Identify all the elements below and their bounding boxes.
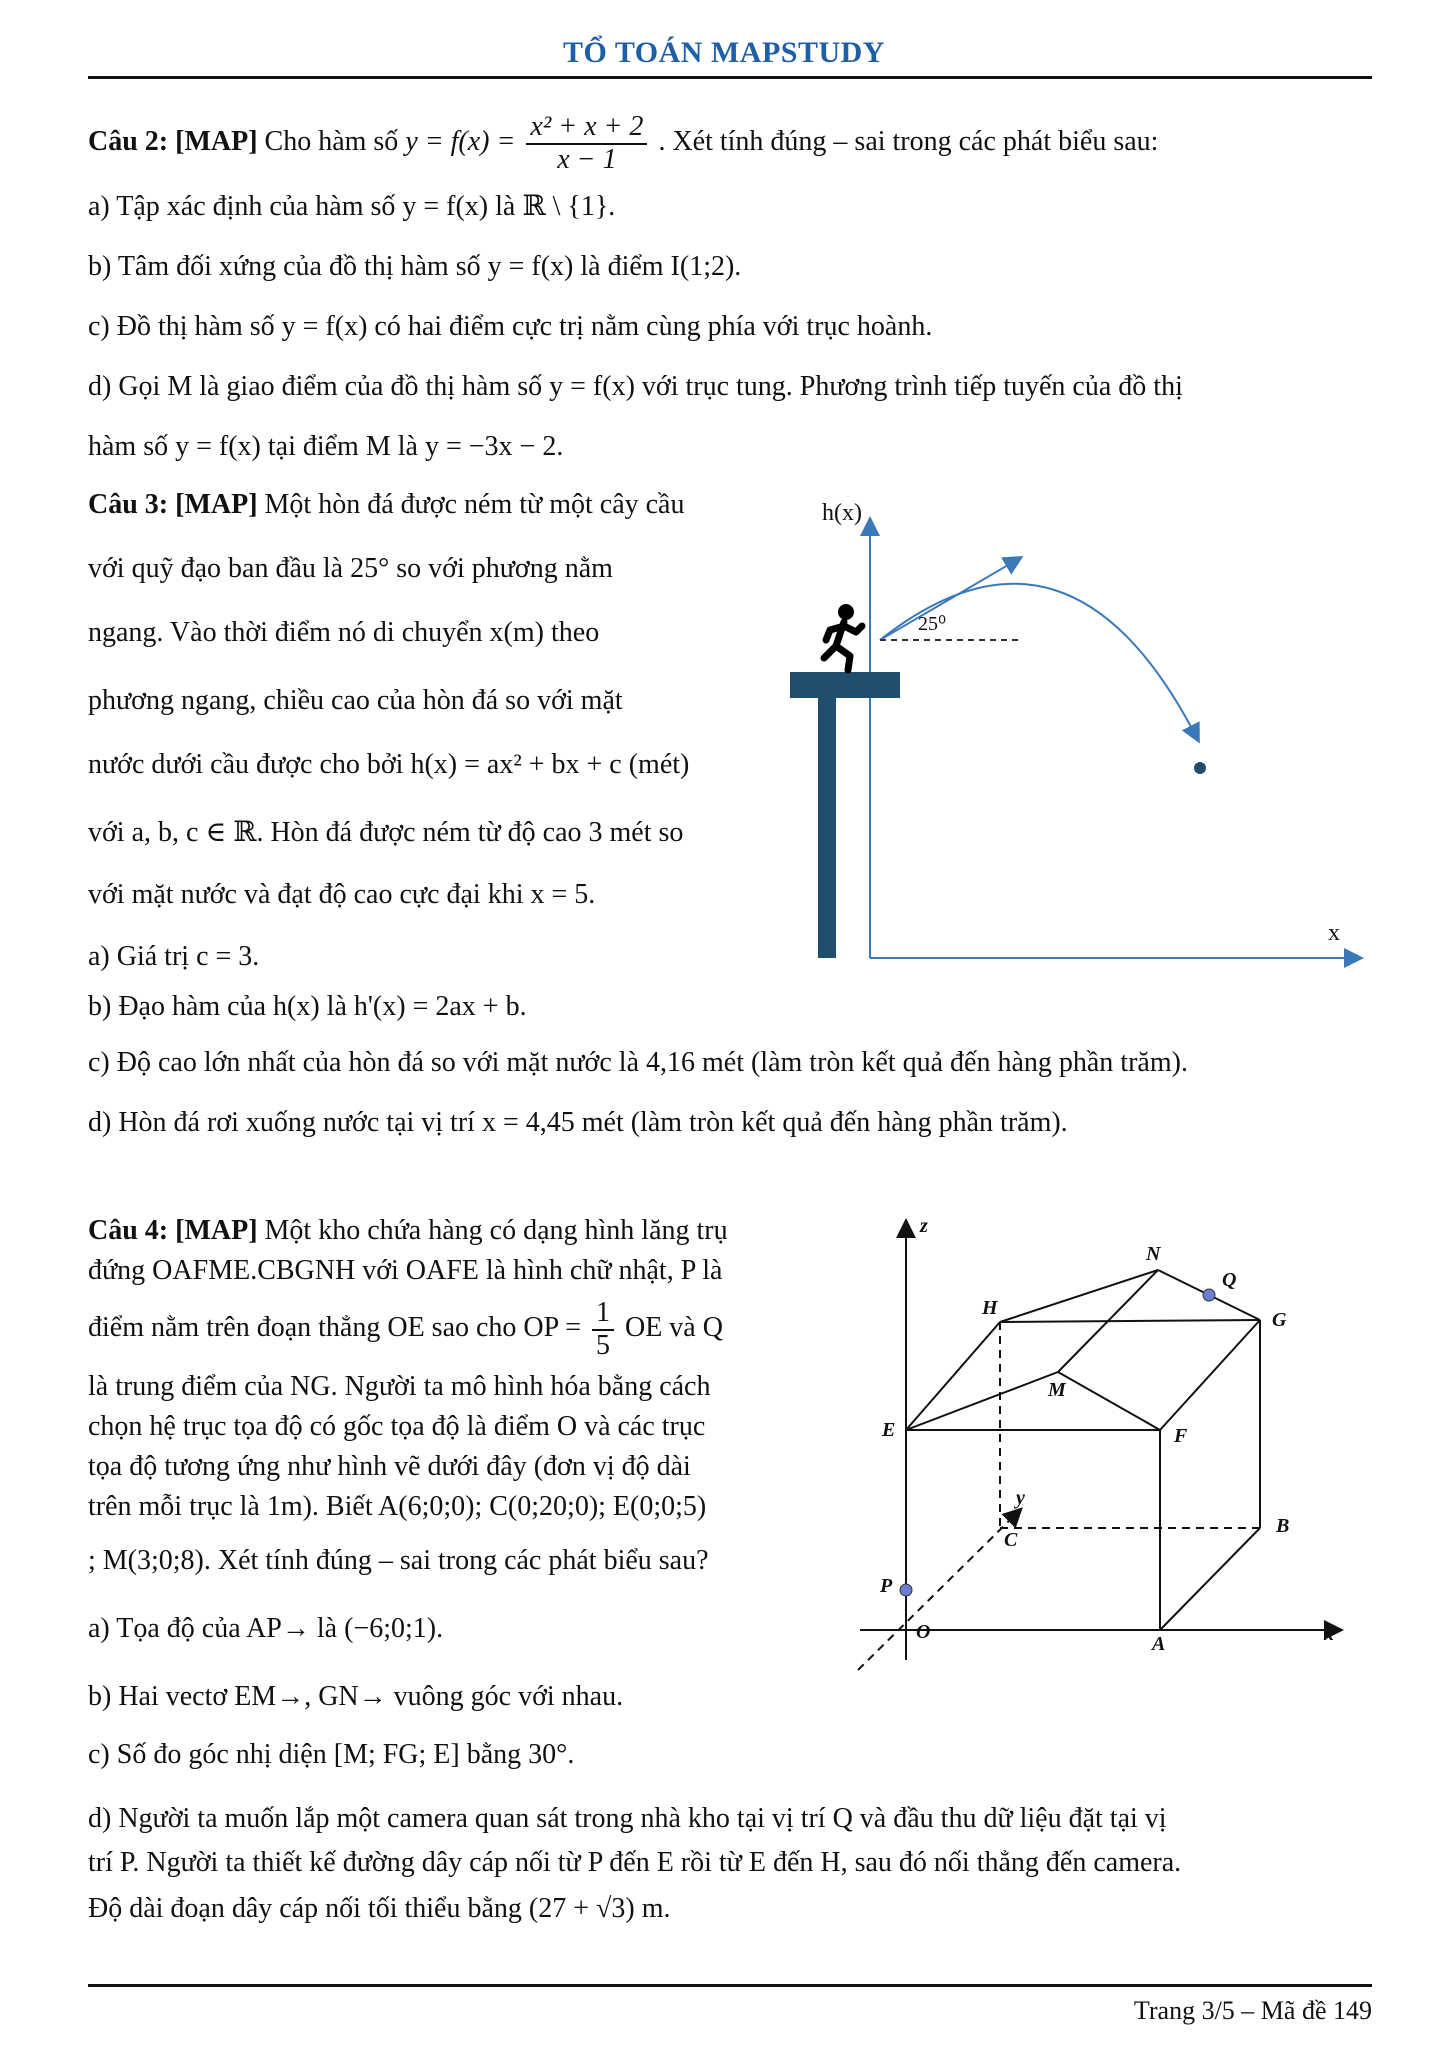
q2-item-c: c) Đồ thị hàm số y = f(x) có hai điểm cực trị nằm cùng phía với trục hoành.: [88, 311, 933, 342]
page-footer: Trang 3/5 – Mã đề 149: [1133, 1996, 1372, 2025]
q2-item-b: b) Tâm đối xứng của đồ thị hàm số y = f(x) là điểm I(1;2).: [88, 251, 742, 282]
q4-line-4: là trung điểm của NG. Người ta mô hình hóa bằng cách: [88, 1371, 711, 1402]
q4-item-c: c) Số đo góc nhị diện [M; FG; E] bằng 30°.: [88, 1739, 575, 1770]
q2-intro-a: Cho hàm số: [264, 126, 399, 158]
q2-label: Câu 2: [MAP]: [88, 126, 258, 158]
q2-numerator: x² + x + 2: [526, 112, 647, 145]
q2-item-a: a) Tập xác định của hàm số y = f(x) là ℝ \ {1}.: [88, 191, 616, 222]
landing-point: [1194, 762, 1206, 774]
q4-prism-figure: [840, 1210, 1370, 1690]
label-z: z: [920, 1215, 928, 1237]
h-axis-label: h(x): [822, 500, 862, 526]
q4-op-post: OE và Q: [624, 1312, 723, 1344]
q4-item-d-line3: Độ dài đoạn dây cáp nối tối thiểu bằng (27 + √3) m.: [88, 1893, 671, 1924]
label-O: O: [916, 1621, 931, 1643]
point-Q: [1203, 1289, 1215, 1301]
x-axis-label: x: [1328, 920, 1340, 946]
label-P: P: [880, 1575, 893, 1597]
q4-line-7: trên mỗi trục là 1m). Biết A(6;0;0); C(0;20;0); E(0;0;5): [88, 1491, 707, 1522]
q4-item-b: b) Hai vectơ EM→, GN→ vuông góc với nhau.: [88, 1681, 624, 1712]
q4-line-3: [88, 1298, 723, 1362]
q4-line-6: tọa độ tương ứng như hình vẽ dưới đây (đơn vị độ dài: [88, 1451, 691, 1482]
q4-label: Câu 4: [MAP]: [88, 1215, 258, 1246]
trajectory-curve: [880, 584, 1198, 740]
page-header-title: TỔ TOÁN MAPSTUDY: [563, 36, 885, 69]
q3-line-2: với quỹ đạo ban đầu là 25° so với phương nằm: [88, 553, 613, 584]
q3-item-a: a) Giá trị c = 3.: [88, 941, 260, 972]
label-M: M: [1048, 1379, 1066, 1401]
q3-line-6: với a, b, c ∈ ℝ. Hòn đá được ném từ độ cao 3 mét so: [88, 817, 684, 848]
q3-line-1-text: Một hòn đá được ném từ một cây cầu: [264, 489, 685, 520]
point-P: [900, 1584, 912, 1596]
label-H: H: [982, 1297, 998, 1319]
q3-line-5: nước dưới cầu được cho bởi h(x) = ax² + bx + c (mét): [88, 749, 690, 780]
label-x: x: [1324, 1623, 1334, 1645]
label-G: G: [1272, 1309, 1287, 1331]
q4-item-d-line1: d) Người ta muốn lắp một camera quan sát trong nhà kho tại vị trí Q và đầu thu dữ liệu đặt tại vị: [88, 1803, 1167, 1834]
q2-denominator: x − 1: [557, 143, 617, 175]
prism-hidden-edges: [1000, 1322, 1260, 1528]
q4-op-den: 5: [595, 1329, 610, 1361]
runner-icon: [824, 604, 862, 670]
q3-line-4: phương ngang, chiều cao của hòn đá so với mặt: [88, 685, 623, 716]
q4-line-8: ; M(3;0;8). Xét tính đúng – sai trong các phát biểu sau?: [88, 1545, 709, 1576]
q4-op-num: 1: [592, 1298, 614, 1331]
q2-intro-b: . Xét tính đúng – sai trong các phát biểu sau:: [658, 126, 1159, 158]
q3-line-1: [88, 488, 684, 522]
label-Q: Q: [1222, 1269, 1237, 1291]
label-A: A: [1152, 1633, 1166, 1655]
q4-line-2: đứng OAFME.CBGNH với OAFE là hình chữ nhật, P là: [88, 1255, 723, 1286]
q3-line-3: ngang. Vào thời điểm nó di chuyển x(m) theo: [88, 617, 600, 648]
q2-fraction: [526, 112, 647, 176]
q3-item-c: c) Độ cao lớn nhất của hòn đá so với mặt nước là 4,16 mét (làm tròn kết quả đến hàng phần trăm).: [88, 1047, 1188, 1078]
q4-line-1: [88, 1214, 728, 1248]
q4-line-1-text: Một kho chứa hàng có dạng hình lăng trụ: [264, 1215, 728, 1246]
q4-line-5: chọn hệ trục tọa độ có gốc tọa độ là điểm O và các trục: [88, 1411, 706, 1442]
label-y: y: [1016, 1487, 1025, 1509]
q3-item-d: d) Hòn đá rơi xuống nước tại vị trí x = 4,45 mét (làm tròn kết quả đến hàng phần trăm).: [88, 1107, 1068, 1138]
q2-item-d-line2: hàm số y = f(x) tại điểm M là y = −3x − 2.: [88, 431, 564, 462]
bridge-pillar: [818, 698, 836, 958]
q4-item-a: a) Tọa độ của AP→ là (−6;0;1).: [88, 1613, 444, 1644]
angle-label: 25⁰: [918, 613, 947, 635]
q3-line-7: với mặt nước và đạt độ cao cực đại khi x = 5.: [88, 879, 596, 910]
header-rule: [88, 76, 1372, 79]
prism-edges: [906, 1270, 1260, 1630]
label-C: C: [1004, 1529, 1018, 1551]
q4-item-d-line2: trí P. Người ta thiết kế đường dây cáp nối từ P đến E rồi từ E đến H, sau đó nối thẳng đến camera.: [88, 1847, 1182, 1878]
q2-item-d-line1: d) Gọi M là giao điểm của đồ thị hàm số y = f(x) với trục tung. Phương trình tiếp tuyến của đồ thị: [88, 371, 1183, 402]
initial-direction-arrow: [880, 558, 1020, 640]
q2-stem: [88, 112, 1158, 176]
q2-func-lhs: y = f(x) =: [405, 126, 516, 158]
q3-trajectory-figure: [770, 480, 1390, 970]
label-B: B: [1276, 1515, 1290, 1537]
label-E: E: [882, 1419, 896, 1441]
label-N: N: [1146, 1243, 1161, 1265]
label-F: F: [1174, 1425, 1188, 1447]
bridge-deck: [790, 672, 900, 698]
q3-label: Câu 3: [MAP]: [88, 489, 258, 520]
q3-item-b: b) Đạo hàm của h(x) là h'(x) = 2ax + b.: [88, 991, 527, 1022]
q4-op-pre: điểm nằm trên đoạn thẳng OE sao cho OP =: [88, 1312, 581, 1344]
footer-rule: [88, 1984, 1372, 1987]
q4-op-fraction: [592, 1298, 614, 1362]
